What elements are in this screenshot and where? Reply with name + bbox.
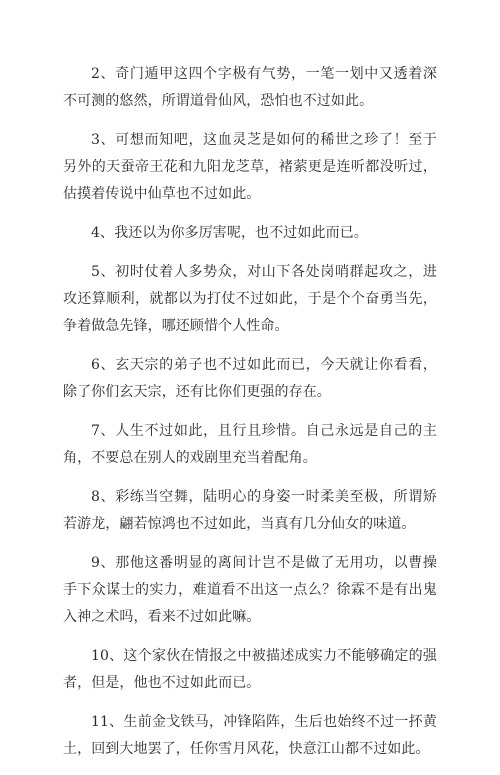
paragraph-10: 10、这个家伙在情报之中被描述成实力不能够确定的强者，但是，他也不过如此而已。 [63,648,437,691]
paragraph-2: 2、奇门遁甲这四个字极有气势，一笔一划中又透着深不可测的悠然，所谓道骨仙风，恐怕也不过如此。 [63,66,437,109]
paragraph-9: 9、那他这番明显的离间计岂不是做了无用功，以曹操手下众谋士的实力，难道看不出这一点么？徐霖不是有出鬼入神之术吗，看来不过如此嘛。 [63,555,437,625]
paragraph-6: 6、玄天宗的弟子也不过如此而已，今天就让你看看，除了你们玄天宗，还有比你们更强的存在。 [63,357,437,400]
paragraph-11: 11、生前金戈铁马，冲锋陷阵，生后也始终不过一抔黄土，回到大地罢了，任你雪月风花，快意江山都不过如此。 [63,714,437,757]
paragraph-8: 8、彩练当空舞，陆明心的身姿一时柔美至极，所谓矫若游龙，翩若惊鸿也不过如此，当真有几分仙女的味道。 [63,489,437,532]
document-body [63,61,437,775]
paragraph-7: 7、人生不过如此，且行且珍惜。自己永远是自己的主角，不要总在别人的戏剧里充当着配角。 [63,423,437,466]
paragraph-5: 5、初时仗着人多势众，对山下各处岗哨群起攻之，进攻还算顺利，就都以为打仗不过如此，于是个个奋勇当先，争着做急先锋，哪还顾惜个人性命。 [63,264,437,334]
paragraph-4: 4、我还以为你多厉害呢，也不过如此而已。 [91,225,368,241]
paragraph-3: 3、可想而知吧，这血灵芝是如何的稀世之珍了！至于另外的天蚕帝王花和九阳龙芝草，褚萦更是连听都没听过，估摸着传说中仙草也不过如此。 [63,132,437,202]
